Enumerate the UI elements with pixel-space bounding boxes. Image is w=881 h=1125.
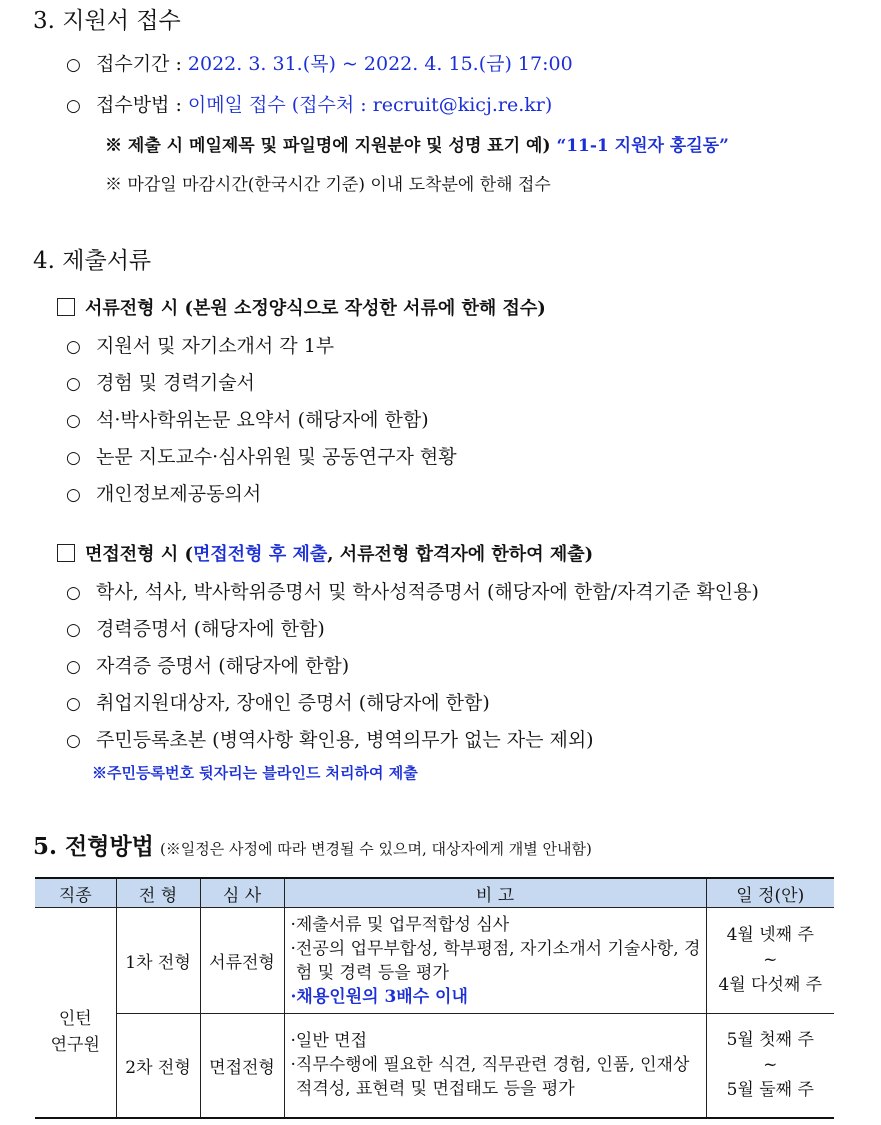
schedule-start: 4월 넷째 주 [726, 925, 814, 945]
circle-bullet-icon: ○ [66, 694, 81, 714]
circle-bullet-icon: ○ [66, 411, 81, 431]
note-line [291, 1053, 702, 1101]
selection-table [35, 877, 834, 1119]
section5-title: 5. 전형방법 [33, 833, 154, 860]
header-review: 심 사 [200, 878, 284, 908]
schedule-cell [706, 1014, 834, 1118]
interview-item [66, 577, 759, 604]
doc-item [66, 368, 255, 395]
note-line [291, 985, 702, 1009]
resident-number-note: ※주민등록번호 뒷자리는 블라인드 처리하여 제출 [92, 764, 418, 782]
header-schedule: 일 정(안) [706, 878, 834, 908]
note-line [291, 937, 702, 985]
interview-item-text: 학사, 석사, 박사학위증명서 및 학사성적증명서 (해당자에 한함/자격기준 확인용) [96, 581, 759, 603]
interview-heading-b: 면접전형 후 제출 [193, 544, 328, 565]
job-cell: 인턴 연구원 [35, 908, 116, 1118]
notes-cell [284, 1014, 706, 1118]
header-stage: 전 형 [116, 878, 200, 908]
circle-bullet-icon: ○ [66, 620, 81, 640]
table-row [35, 1014, 834, 1118]
section5-subtitle: (※일정은 사정에 따라 변경될 수 있으며, 대상자에게 개별 안내함) [159, 840, 592, 858]
bullet-icon: · [290, 914, 296, 935]
doc-item-text: 지원서 및 자기소개서 각 1부 [96, 335, 335, 357]
circle-bullet-icon: ○ [66, 337, 81, 357]
note-prefix: ※ 제출 시 메일제목 및 파일명에 지원분야 및 성명 표기 예) [105, 136, 557, 156]
note-text: 제출서류 및 업무적합성 심사 [295, 914, 510, 935]
circle-bullet-icon: ○ [66, 55, 81, 75]
method-label: 접수방법 : [96, 94, 188, 116]
review-cell: 서류전형 [200, 908, 284, 1014]
circle-bullet-icon: ○ [66, 485, 81, 505]
stage-cell: 2차 전형 [116, 1014, 200, 1118]
schedule-end: 4월 다섯째 주 [718, 975, 823, 995]
period-label: 접수기간 : [96, 53, 188, 75]
checkbox-square-icon [57, 544, 75, 562]
section4-title: 4. 제출서류 [33, 248, 152, 274]
doc-item [66, 405, 429, 432]
schedule-tilde: ~ [763, 1054, 778, 1075]
bullet-icon: · [290, 1055, 296, 1076]
interview-heading-c: , 서류전형 합격자에 한하여 제출) [327, 544, 594, 565]
method-line [66, 90, 552, 117]
document-heading-text: 서류전형 시 (본원 소정양식으로 작성한 서류에 한해 접수) [85, 298, 546, 319]
period-value: 2022. 3. 31.(목) ~ 2022. 4. 15.(금) 17:00 [187, 53, 573, 75]
review-cell: 면접전형 [200, 1014, 284, 1118]
circle-bullet-icon: ○ [66, 374, 81, 394]
section3-title: 3. 지원서 접수 [33, 8, 181, 34]
note-text: 일반 면접 [295, 1031, 367, 1052]
note-text: 직무수행에 필요한 식견, 직무관련 경험, 인품, 인재상 적격성, 표현력 및 면접태도 등을 평가 [295, 1055, 690, 1100]
interview-screening-heading [57, 540, 593, 566]
doc-item [66, 331, 334, 358]
interview-item-text: 자격증 증명서 (해당자에 한함) [96, 655, 350, 677]
checkbox-square-icon [57, 298, 75, 316]
deadline-note: ※ 마감일 마감시간(한국시간 기준) 이내 도착분에 한해 접수 [105, 175, 551, 195]
interview-item [66, 725, 594, 752]
doc-item-text: 석·박사학위논문 요약서 (해당자에 한함) [96, 409, 429, 431]
bullet-icon: · [290, 1031, 296, 1052]
schedule-cell [706, 908, 834, 1014]
section5-heading [33, 828, 592, 861]
table-header-row [35, 878, 834, 908]
circle-bullet-icon: ○ [66, 657, 81, 677]
interview-item [66, 651, 349, 678]
note-highlight: 채용인원의 3배수 이내 [296, 986, 468, 1007]
bullet-icon: · [290, 938, 296, 959]
circle-bullet-icon: ○ [66, 731, 81, 751]
note-line [291, 913, 702, 937]
header-notes: 비 고 [284, 878, 706, 908]
interview-item-text: 취업지원대상자, 장애인 증명서 (해당자에 한함) [96, 692, 490, 714]
schedule-end: 5월 둘째 주 [726, 1079, 814, 1100]
interview-item-text: 주민등록초본 (병역사항 확인용, 병역의무가 없는 자는 제외) [96, 729, 594, 751]
doc-item-text: 개인정보제공동의서 [96, 483, 262, 505]
document-screening-heading [57, 294, 546, 320]
notes-cell [284, 908, 706, 1014]
method-value: 이메일 접수 (접수처 : recruit@kicj.re.kr) [187, 94, 553, 116]
submission-note [105, 131, 729, 156]
circle-bullet-icon: ○ [66, 583, 81, 603]
circle-bullet-icon: ○ [66, 448, 81, 468]
doc-item [66, 479, 261, 506]
period-line [66, 49, 573, 76]
circle-bullet-icon: ○ [66, 96, 81, 116]
doc-item-text: 경험 및 경력기술서 [96, 372, 255, 394]
table-row [35, 908, 834, 1014]
note-example: “11-1 지원자 홍길동” [556, 136, 729, 156]
stage-cell: 1차 전형 [116, 908, 200, 1014]
schedule-tilde: ~ [763, 950, 778, 970]
interview-item-text: 경력증명서 (해당자에 한함) [96, 618, 325, 640]
bullet-icon: · [290, 986, 297, 1007]
interview-heading-a: 면접전형 시 ( [85, 544, 193, 565]
doc-item-text: 논문 지도교수·심사위원 및 공동연구자 현황 [96, 446, 457, 468]
note-line [291, 1029, 702, 1053]
schedule-start: 5월 첫째 주 [726, 1029, 814, 1050]
interview-item [66, 614, 325, 641]
doc-item [66, 442, 457, 469]
interview-item [66, 688, 490, 715]
header-job: 직종 [35, 878, 116, 908]
note-text: 전공의 업무부합성, 학부평점, 자기소개서 기술사항, 경험 및 경력 등을 평가 [295, 938, 701, 983]
